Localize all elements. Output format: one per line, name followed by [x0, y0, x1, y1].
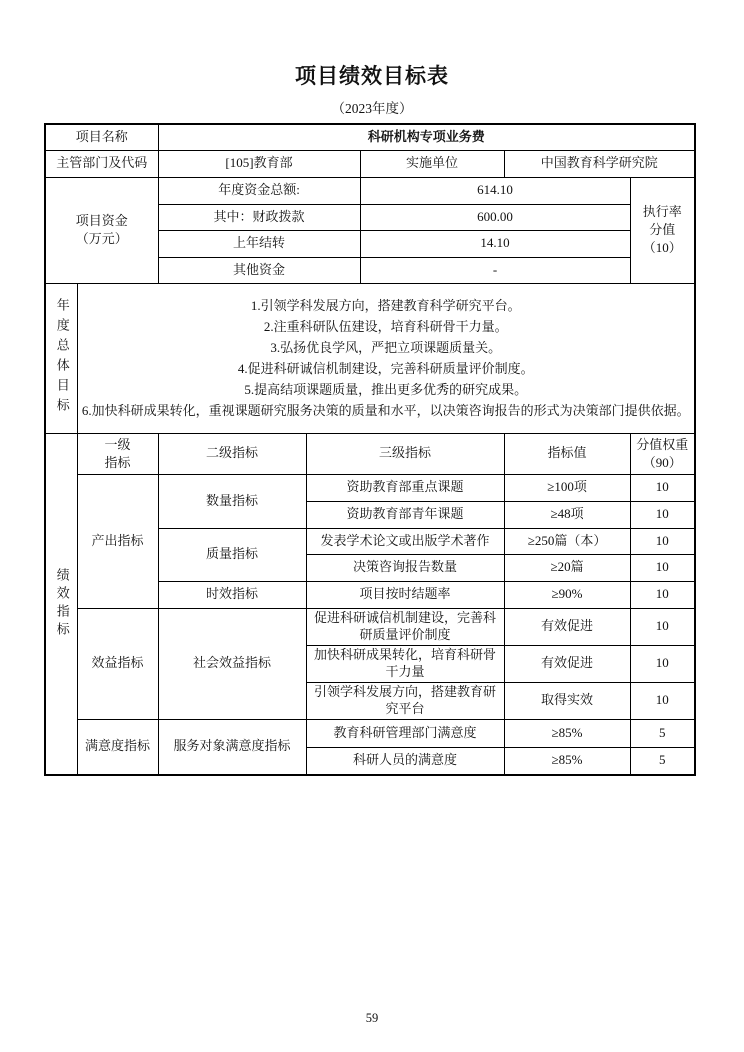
indicator-weight-cell: 10 [630, 645, 695, 682]
funding-row-value-other: - [360, 257, 630, 283]
funding-row-label-other: 其他资金 [158, 257, 360, 283]
l2-indicator-quantity: 数量指标 [158, 474, 306, 528]
unit-label: 实施单位 [360, 150, 504, 177]
l3-indicator: 教育科研管理部门满意度 [306, 719, 504, 747]
l1-indicator-satisfaction: 满意度指标 [77, 719, 158, 775]
indicator-weight-cell: 10 [630, 581, 695, 608]
l1-indicator-benefit: 效益指标 [77, 608, 158, 719]
funding-row-value-total: 614.10 [360, 177, 630, 204]
indicator-weight-cell: 10 [630, 474, 695, 501]
indicator-value-cell: ≥20篇 [504, 554, 630, 581]
page-subtitle: （2023年度） [331, 101, 413, 116]
l3-indicator: 决策咨询报告数量 [306, 554, 504, 581]
funding-label-line1: 项目资金 [75, 213, 128, 228]
project-name-value: 科研机构专项业务费 [158, 124, 695, 150]
execution-rate-line3: （10） [642, 240, 682, 255]
annual-goals-label: 年度总体目标 [45, 283, 77, 433]
indicator-value-cell: ≥85% [504, 719, 630, 747]
goal-item: 3.弘扬优良学风，严把立项课题质量关。 [270, 340, 502, 355]
execution-rate-line1: 执行率 [642, 204, 682, 219]
l3-indicator: 科研人员的满意度 [306, 747, 504, 775]
indicator-value-cell: ≥90% [504, 581, 630, 608]
indicator-value-cell: 有效促进 [504, 608, 630, 645]
dept-value: [105]教育部 [158, 150, 360, 177]
indicator-weight-cell: 10 [630, 554, 695, 581]
header-indicator-value: 指标值 [504, 433, 630, 474]
unit-value: 中国教育科学研究院 [504, 150, 695, 177]
header-l2-indicator: 二级指标 [158, 433, 306, 474]
indicator-value-cell: ≥48项 [504, 501, 630, 528]
indicator-weight-cell: 10 [630, 501, 695, 528]
l3-indicator: 加快科研成果转化，培育科研骨干力量 [306, 645, 504, 682]
indicator-value-cell: ≥250篇（本） [504, 528, 630, 554]
indicator-value-cell: 取得实效 [504, 682, 630, 719]
project-name-label: 项目名称 [45, 124, 158, 150]
l3-indicator: 资助教育部重点课题 [306, 474, 504, 501]
funding-row-value-carryover: 14.10 [360, 230, 630, 257]
l2-indicator-service-satisfaction: 服务对象满意度指标 [158, 719, 306, 775]
l3-indicator: 资助教育部青年课题 [306, 501, 504, 528]
goal-item: 1.引领学科发展方向，搭建教育科学研究平台。 [250, 298, 521, 313]
annual-goals-text [77, 283, 695, 433]
indicator-weight-cell: 10 [630, 682, 695, 719]
header-weight: 分值权重 （90） [630, 433, 695, 474]
funding-row-value-fiscal: 600.00 [360, 204, 630, 230]
indicator-weight-cell: 5 [630, 747, 695, 775]
funding-label [45, 177, 158, 283]
execution-rate-line2: 分值 [649, 222, 676, 237]
funding-row-label-carryover: 上年结转 [158, 230, 360, 257]
funding-row-label-total: 年度资金总额: [158, 177, 360, 204]
l3-indicator: 发表学术论文或出版学术著作 [306, 528, 504, 554]
header-l3-indicator: 三级指标 [306, 433, 504, 474]
funding-label-line2: （万元） [75, 231, 128, 246]
performance-target-table [44, 123, 696, 776]
page-title: 项目绩效目标表 [295, 64, 449, 88]
indicator-value-cell: ≥85% [504, 747, 630, 775]
dept-label: 主管部门及代码 [45, 150, 158, 177]
goal-item: 6.加快科研成果转化，重视课题研究服务决策的质量和水平，以决策咨询报告的形式为决策部门提供依据。 [81, 403, 690, 418]
l1-indicator-output: 产出指标 [77, 474, 158, 608]
indicator-weight-cell: 5 [630, 719, 695, 747]
goal-item: 2.注重科研队伍建设，培育科研骨干力量。 [263, 319, 508, 334]
l3-indicator: 项目按时结题率 [306, 581, 504, 608]
indicator-value-cell: ≥100项 [504, 474, 630, 501]
indicators-section-label: 绩效指标 [45, 433, 77, 775]
l2-indicator-social-benefit: 社会效益指标 [158, 608, 306, 719]
l2-indicator-timeliness: 时效指标 [158, 581, 306, 608]
l3-indicator: 促进科研诚信机制建设，完善科研质量评价制度 [306, 608, 504, 645]
l2-indicator-quality: 质量指标 [158, 528, 306, 581]
page-number: 59 [365, 1011, 379, 1025]
indicator-weight-cell: 10 [630, 528, 695, 554]
indicator-value-cell: 有效促进 [504, 645, 630, 682]
goal-item: 5.提高结项课题质量，推出更多优秀的研究成果。 [244, 382, 528, 397]
indicator-weight-cell: 10 [630, 608, 695, 645]
l3-indicator: 引领学科发展方向，搭建教育研究平台 [306, 682, 504, 719]
goal-item: 4.促进科研诚信机制建设，完善科研质量评价制度。 [237, 361, 534, 376]
funding-row-label-fiscal: 其中：财政拨款 [158, 204, 360, 230]
execution-rate-cell [630, 177, 695, 283]
header-l1-indicator: 一级 指标 [77, 433, 158, 474]
